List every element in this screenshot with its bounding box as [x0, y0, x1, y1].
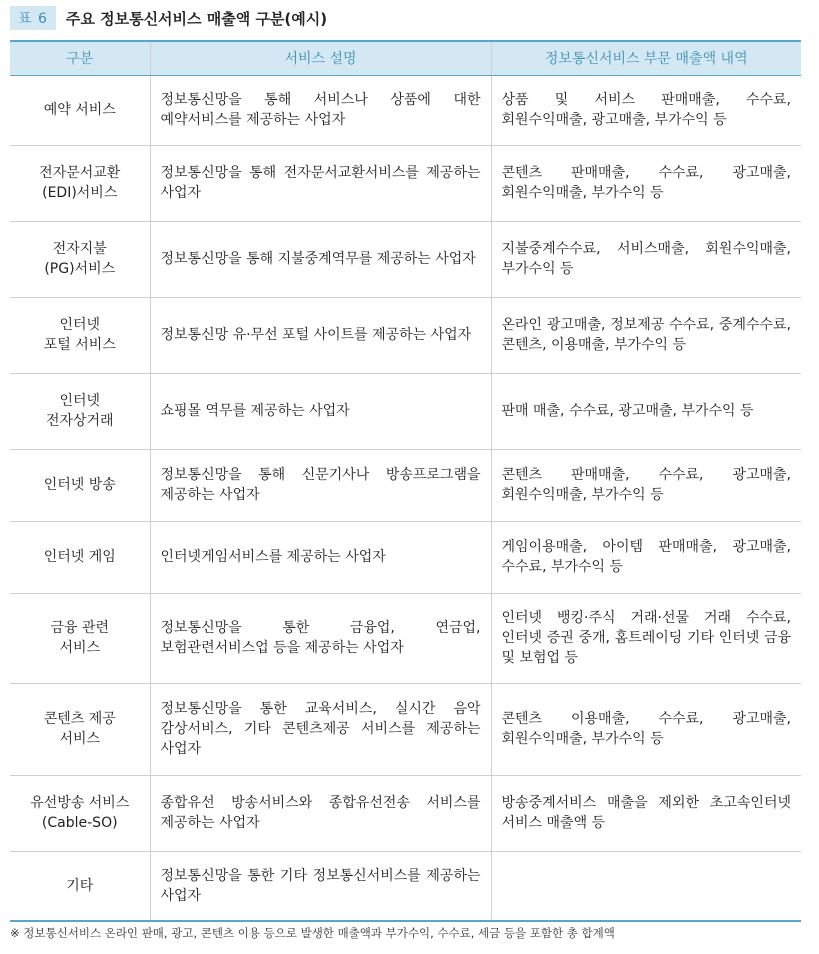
- table-row: [10, 593, 801, 683]
- row-revenue: 상품 및 서비스 판매매출, 수수료, 회원수익매출, 광고매출, 부가수익 등: [491, 75, 801, 145]
- table-row: [10, 851, 801, 921]
- row-revenue: 콘텐츠 판매매출, 수수료, 광고매출, 회원수익매출, 부가수익 등: [491, 449, 801, 521]
- row-category: 인터넷 게임: [10, 521, 150, 593]
- table-row: [10, 521, 801, 593]
- row-revenue: 지불중계수수료, 서비스매출, 회원수익매출, 부가수익 등: [491, 221, 801, 297]
- row-description: 정보통신망을 통한 기타 정보통신서비스를 제공하는 사업자: [150, 851, 491, 921]
- table-number-tag: 표 6: [10, 6, 56, 30]
- row-category: 금융 관련 서비스: [10, 593, 150, 683]
- row-description: 정보통신망을 통해 신문기사나 방송프로그램을 제공하는 사업자: [150, 449, 491, 521]
- row-description: 종합유선 방송서비스와 종합유선전송 서비스를 제공하는 사업자: [150, 775, 491, 851]
- table-row: [10, 297, 801, 373]
- table-header-row: [10, 41, 801, 75]
- table-row: [10, 683, 801, 775]
- row-description: 인터넷게임서비스를 제공하는 사업자: [150, 521, 491, 593]
- header-category: 구분: [10, 41, 150, 75]
- table-row: [10, 145, 801, 221]
- row-revenue: 인터넷 뱅킹·주식 거래·선물 거래 수수료, 인터넷 증권 중개, 홈트레이딩 기타 인터넷 금융 및 보험업 등: [491, 593, 801, 683]
- table-title: 주요 정보통신서비스 매출액 구분(예시): [65, 9, 328, 28]
- row-description: 정보통신망을 통해 지불중계역무를 제공하는 사업자: [150, 221, 491, 297]
- row-description: 정보통신망을 통해 전자문서교환서비스를 제공하는 사업자: [150, 145, 491, 221]
- table-row: [10, 373, 801, 449]
- row-category: 기타: [10, 851, 150, 921]
- row-description: 정보통신망을 통한 교육서비스, 실시간 음악 감상서비스, 기타 콘텐츠제공 서비스를 제공하는 사업자: [150, 683, 491, 775]
- row-description: 정보통신망 유·무선 포털 사이트를 제공하는 사업자: [150, 297, 491, 373]
- row-description: 정보통신망을 통해 서비스나 상품에 대한 예약서비스를 제공하는 사업자: [150, 75, 491, 145]
- header-revenue: 정보통신서비스 부문 매출액 내역: [491, 41, 801, 75]
- row-category: 인터넷 전자상거래: [10, 373, 150, 449]
- row-revenue: 온라인 광고매출, 정보제공 수수료, 중계수수료, 콘텐츠, 이용매출, 부가수익 등: [491, 297, 801, 373]
- table-row: [10, 449, 801, 521]
- row-description: 쇼핑몰 역무를 제공하는 사업자: [150, 373, 491, 449]
- row-category: 인터넷 방송: [10, 449, 150, 521]
- table-row: [10, 221, 801, 297]
- row-revenue: 방송중계서비스 매출을 제외한 초고속인터넷 서비스 매출액 등: [491, 775, 801, 851]
- row-category: 인터넷 포털 서비스: [10, 297, 150, 373]
- table-row: [10, 75, 801, 145]
- row-revenue: 콘텐츠 이용매출, 수수료, 광고매출, 회원수익매출, 부가수익 등: [491, 683, 801, 775]
- table-caption: [10, 6, 327, 30]
- row-revenue: 판매 매출, 수수료, 광고매출, 부가수익 등: [491, 373, 801, 449]
- row-revenue: 게임이용매출, 아이템 판매매출, 광고매출, 수수료, 부가수익 등: [491, 521, 801, 593]
- revenue-classification-table: [10, 40, 801, 922]
- row-category: 유선방송 서비스 (Cable-SO): [10, 775, 150, 851]
- row-category: 전자문서교환 (EDI)서비스: [10, 145, 150, 221]
- row-category: 예약 서비스: [10, 75, 150, 145]
- row-description: 정보통신망을 통한 금융업, 연금업, 보험관련서비스업 등을 제공하는 사업자: [150, 593, 491, 683]
- footnote: ※ 정보통신서비스 온라인 판매, 광고, 콘텐츠 이용 등으로 발생한 매출액과 부가수익, 수수료, 세금 등을 포함한 총 합계액: [10, 926, 615, 940]
- header-description: 서비스 설명: [150, 41, 491, 75]
- row-category: 콘텐츠 제공 서비스: [10, 683, 150, 775]
- row-category: 전자지불 (PG)서비스: [10, 221, 150, 297]
- row-revenue: [491, 851, 801, 921]
- table-row: [10, 775, 801, 851]
- row-revenue: 콘텐츠 판매매출, 수수료, 광고매출, 회원수익매출, 부가수익 등: [491, 145, 801, 221]
